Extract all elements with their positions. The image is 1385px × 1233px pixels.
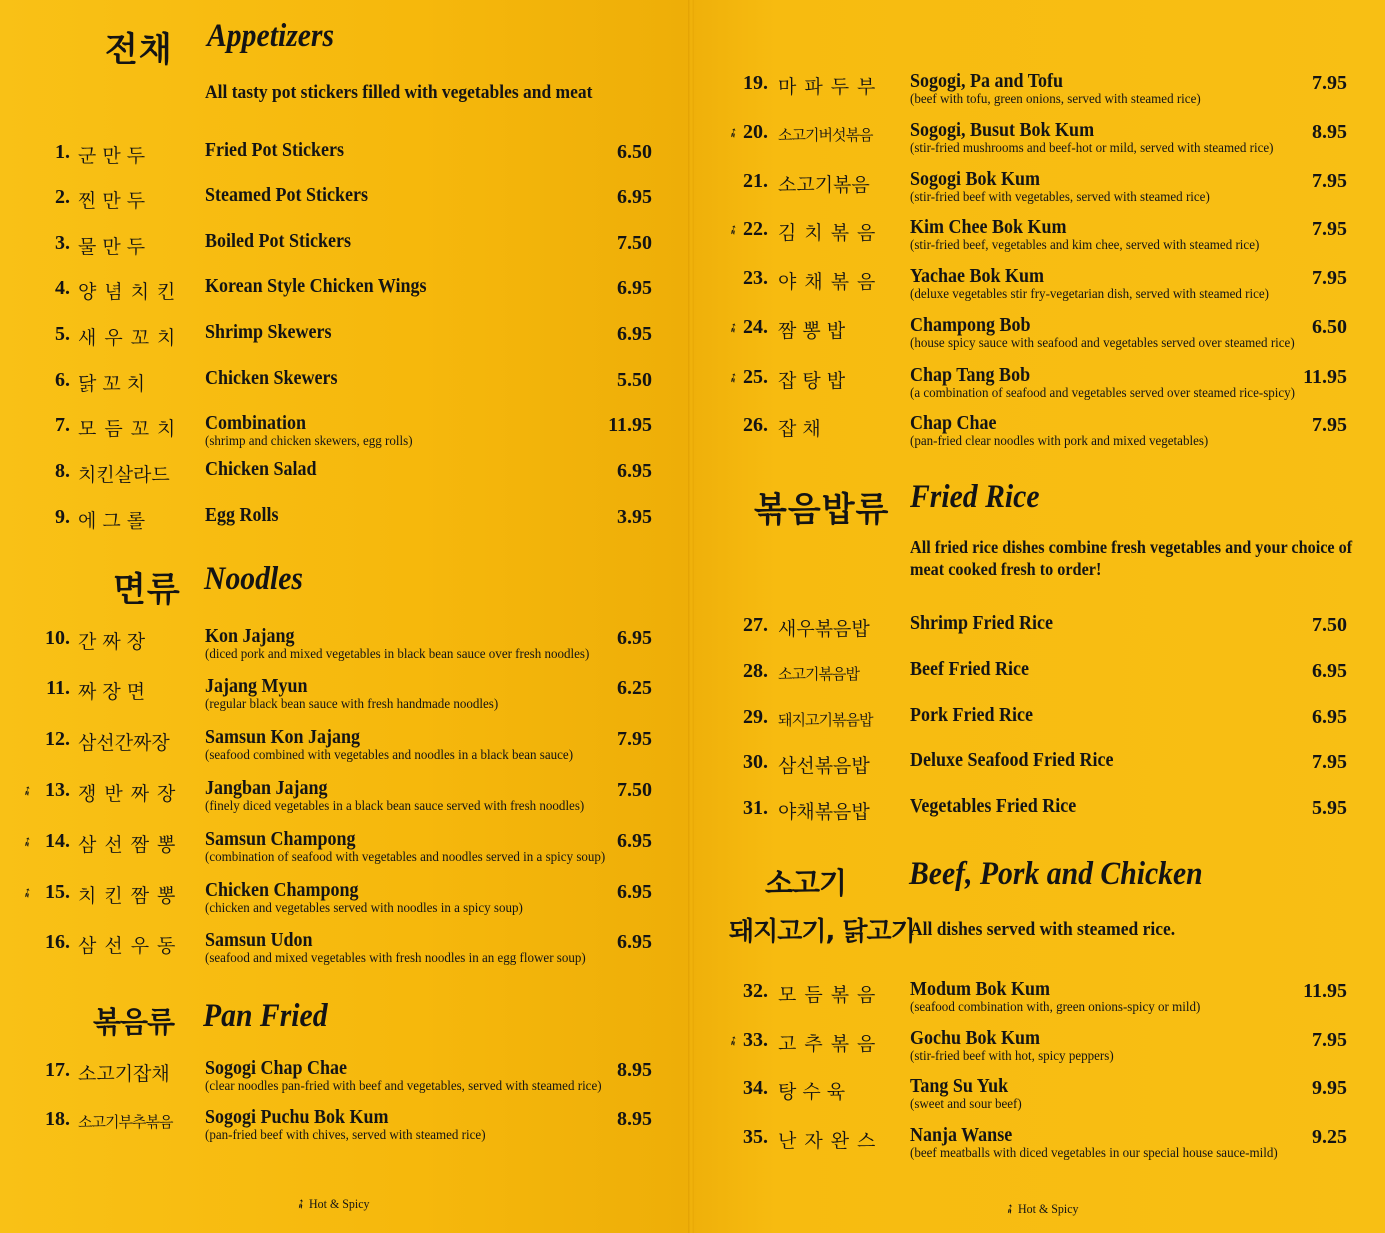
item-number: 33. [743, 1029, 768, 1051]
meats-description: All dishes served with steamed rice. [910, 919, 1176, 940]
item-korean-name: 물 만 두 [78, 236, 146, 258]
item-number: 28. [743, 660, 768, 682]
item-korean-name: 치킨살라드 [78, 464, 170, 486]
item-number: 9. [55, 506, 70, 528]
right-legend [1001, 1199, 1079, 1218]
item-price: 6.95 [1312, 706, 1347, 728]
item-description: (pan-fried beef with chives, served with steamed rice) [205, 1128, 486, 1143]
item-name: Yachae Bok Kum [910, 265, 1045, 287]
item-description: (stir-fried mushrooms and beef-hot or mild, served with steamed rice) [910, 141, 1274, 156]
item-price: 7.50 [617, 232, 652, 254]
item-korean-name: 치킨짬뽕 [78, 885, 184, 907]
noodles-heading: Noodles [204, 561, 303, 597]
item-number: 22. [743, 218, 768, 240]
item-number: 8. [55, 460, 70, 482]
item-number: 13. [45, 779, 70, 801]
item-name: Modum Bok Kum [910, 978, 1051, 1000]
item-description: (seafood and mixed vegetables with fresh noodles in an egg flower soup) [205, 951, 586, 966]
spicy-marker-icon: ➶ [724, 1031, 742, 1050]
item-korean-name: 삼선간짜장 [78, 732, 170, 754]
item-name: Jangban Jajang [205, 777, 328, 799]
friedrice-heading: Fried Rice [910, 479, 1040, 515]
item-number: 29. [743, 706, 768, 728]
item-korean-name: 소고기잡채 [78, 1063, 170, 1085]
item-description: (seafood combination with, green onions-spicy or mild) [910, 1000, 1201, 1015]
item-name: Shrimp Fried Rice [910, 612, 1053, 634]
item-price: 9.25 [1312, 1126, 1347, 1148]
item-korean-name: 탕 수 육 [778, 1081, 846, 1103]
item-korean-name: 난자완스 [778, 1130, 884, 1152]
spicy-marker-icon: ➶ [724, 220, 742, 239]
item-korean-name: 모듬볶음 [778, 984, 884, 1006]
item-number: 6. [55, 369, 70, 391]
item-price: 6.95 [617, 881, 652, 903]
item-price: 7.95 [1312, 218, 1347, 240]
item-price: 6.95 [617, 931, 652, 953]
item-korean-name: 삼선짬뽕 [78, 834, 184, 856]
item-description: (shrimp and chicken skewers, egg rolls) [205, 434, 413, 449]
item-description: (pan-fried clear noodles with pork and mixed vegetables) [910, 434, 1209, 449]
item-name: Beef Fried Rice [910, 658, 1029, 680]
item-number: 3. [55, 232, 70, 254]
item-korean-name: 마파두부 [778, 76, 884, 98]
item-number: 32. [743, 980, 768, 1002]
item-number: 30. [743, 751, 768, 773]
item-name: Sogogi Chap Chae [205, 1057, 348, 1079]
page-fold [688, 0, 694, 1233]
item-description: (regular black bean sauce with fresh handmade noodles) [205, 697, 499, 712]
item-name: Sogogi Bok Kum [910, 168, 1041, 190]
item-price: 11.95 [1303, 366, 1347, 388]
item-korean-name: 잡 탕 밥 [778, 370, 846, 392]
item-name: Chap Tang Bob [910, 364, 1031, 386]
item-korean-name: 쟁반짜장 [78, 783, 184, 805]
item-price: 6.50 [617, 141, 652, 163]
item-number: 10. [45, 627, 70, 649]
item-description: (chicken and vegetables served with noodles in a spicy soup) [205, 901, 523, 916]
item-description: (finely diced vegetables in a black bean sauce served with fresh noodles) [205, 799, 585, 814]
item-name: Sogogi, Busut Bok Kum [910, 119, 1095, 141]
item-price: 7.95 [1312, 751, 1347, 773]
item-number: 23. [743, 267, 768, 289]
meats-korean-heading-line2: 돼지고기, 닭고기 [729, 917, 915, 947]
item-number: 34. [743, 1077, 768, 1099]
item-korean-name: 삼선우동 [78, 935, 184, 957]
panfried-korean-heading: 볶음류 [93, 1005, 175, 1039]
item-description: (stir-fried beef with hot, spicy peppers) [910, 1049, 1114, 1064]
item-price: 7.50 [1312, 614, 1347, 636]
item-korean-name: 야채볶음밥 [778, 801, 870, 823]
friedrice-description-line2: meat cooked fresh to order! [910, 559, 1102, 579]
item-korean-name: 모듬꼬치 [78, 418, 184, 440]
item-price: 7.95 [1312, 267, 1347, 289]
item-price: 7.95 [617, 728, 652, 750]
item-price: 8.95 [617, 1108, 652, 1130]
item-number: 7. [55, 414, 70, 436]
legend-label: Hot & Spicy [309, 1196, 370, 1211]
item-name: Samsun Udon [205, 929, 313, 951]
item-name: Boiled Pot Stickers [205, 230, 351, 252]
legend-label: Hot & Spicy [1018, 1201, 1079, 1216]
item-description: (stir-fried beef with vegetables, served with steamed rice) [910, 190, 1210, 205]
item-price: 5.95 [1312, 797, 1347, 819]
item-name: Nanja Wanse [910, 1124, 1013, 1146]
item-korean-name: 야채볶음 [778, 271, 884, 293]
item-name: Chicken Champong [205, 879, 359, 901]
item-korean-name: 새우볶음밥 [778, 618, 870, 640]
item-number: 25. [743, 366, 768, 388]
item-number: 24. [743, 316, 768, 338]
item-korean-name: 소고기볶음밥 [778, 665, 859, 683]
item-name: Steamed Pot Stickers [205, 184, 368, 206]
item-price: 3.95 [617, 506, 652, 528]
item-name: Jajang Myun [205, 675, 308, 697]
appetizers-korean-heading: 전채 [105, 30, 173, 70]
left-legend [292, 1194, 370, 1213]
item-korean-name: 간 짜 장 [78, 631, 146, 653]
item-korean-name: 군 만 두 [78, 145, 146, 167]
item-price: 7.95 [1312, 72, 1347, 94]
spicy-marker-icon: ➶ [724, 368, 742, 387]
item-description: (sweet and sour beef) [910, 1097, 1022, 1112]
spicy-marker-icon: ➶ [18, 883, 36, 902]
item-number: 4. [55, 277, 70, 299]
item-korean-name: 짜 장 면 [78, 681, 146, 703]
item-name: Chap Chae [910, 412, 997, 434]
item-price: 7.50 [617, 779, 652, 801]
item-korean-name: 에 그 롤 [78, 510, 146, 532]
item-description: (stir-fried beef, vegetables and kim chee, served with steamed rice) [910, 238, 1260, 253]
item-description: (seafood combined with vegetables and noodles in a black bean sauce) [205, 748, 574, 763]
chili-pepper-icon: ➶ [292, 1194, 309, 1213]
item-korean-name: 소고기볶음 [778, 174, 870, 196]
item-korean-name: 김치볶음 [778, 222, 884, 244]
item-name: Samsun Champong [205, 828, 356, 850]
item-price: 6.95 [617, 186, 652, 208]
item-number: 20. [743, 121, 768, 143]
item-price: 6.95 [1312, 660, 1347, 682]
item-korean-name: 짬 뽕 밥 [778, 320, 846, 342]
item-name: Korean Style Chicken Wings [205, 275, 427, 297]
panfried-heading: Pan Fried [203, 998, 328, 1034]
item-number: 26. [743, 414, 768, 436]
item-name: Pork Fried Rice [910, 704, 1033, 726]
item-name: Sogogi Puchu Bok Kum [205, 1106, 389, 1128]
spicy-marker-icon: ➶ [18, 781, 36, 800]
item-korean-name: 양념치킨 [78, 281, 184, 303]
item-name: Shrimp Skewers [205, 321, 332, 343]
friedrice-description-line1: All fried rice dishes combine fresh vegetables and your choice of [910, 537, 1353, 557]
item-description: (beef with tofu, green onions, served with steamed rice) [910, 92, 1201, 107]
item-number: 17. [45, 1059, 70, 1081]
item-description: (clear noodles pan-fried with beef and vegetables, served with steamed rice) [205, 1079, 602, 1094]
meats-heading: Beef, Pork and Chicken [909, 856, 1203, 892]
item-description: (a combination of seafood and vegetables served over steamed rice-spicy) [910, 386, 1296, 401]
item-korean-name: 돼지고기볶음밥 [778, 711, 873, 729]
item-description: (house spicy sauce with seafood and vegetables served over steamed rice) [910, 336, 1295, 351]
item-price: 6.95 [617, 323, 652, 345]
item-price: 8.95 [1312, 121, 1347, 143]
item-price: 7.95 [1312, 1029, 1347, 1051]
item-korean-name: 닭 꼬 치 [78, 373, 146, 395]
item-price: 6.95 [617, 460, 652, 482]
item-description: (deluxe vegetables stir fry-vegetarian dish, served with steamed rice) [910, 287, 1269, 302]
item-korean-name: 소고기부추볶음 [78, 1113, 173, 1131]
item-price: 7.95 [1312, 414, 1347, 436]
meats-korean-heading-line1: 소고기 [765, 866, 847, 900]
item-korean-name: 찐 만 두 [78, 190, 146, 212]
item-price: 8.95 [617, 1059, 652, 1081]
item-description: (beef meatballs with diced vegetables in our special house sauce-mild) [910, 1146, 1278, 1161]
item-name: Kim Chee Bok Kum [910, 216, 1067, 238]
item-price: 6.95 [617, 627, 652, 649]
item-number: 5. [55, 323, 70, 345]
item-number: 19. [743, 72, 768, 94]
item-number: 1. [55, 141, 70, 163]
item-name: Gochu Bok Kum [910, 1027, 1041, 1049]
item-name: Vegetables Fried Rice [910, 795, 1077, 817]
item-name: Deluxe Seafood Fried Rice [910, 749, 1114, 771]
item-korean-name: 삼선볶음밥 [778, 755, 870, 777]
item-price: 7.95 [1312, 170, 1347, 192]
item-name: Kon Jajang [205, 625, 295, 647]
spicy-marker-icon: ➶ [18, 832, 36, 851]
item-price: 11.95 [1303, 980, 1347, 1002]
item-description: (combination of seafood with vegetables and noodles served in a spicy soup) [205, 850, 606, 865]
item-number: 21. [743, 170, 768, 192]
item-korean-name: 새우꼬치 [78, 327, 184, 349]
appetizers-description: All tasty pot stickers filled with vegetables and meat [205, 82, 593, 103]
item-price: 11.95 [608, 414, 652, 436]
item-name: Combination [205, 412, 307, 434]
item-korean-name: 고추볶음 [778, 1033, 884, 1055]
item-price: 6.25 [617, 677, 652, 699]
item-name: Chicken Salad [205, 458, 317, 480]
item-description: (diced pork and mixed vegetables in black bean sauce over fresh noodles) [205, 647, 590, 662]
item-name: Sogogi, Pa and Tofu [910, 70, 1064, 92]
item-korean-name: 잡 채 [778, 418, 821, 440]
item-number: 27. [743, 614, 768, 636]
item-price: 9.95 [1312, 1077, 1347, 1099]
item-number: 15. [45, 881, 70, 903]
item-number: 31. [743, 797, 768, 819]
spicy-marker-icon: ➶ [724, 318, 742, 337]
item-price: 6.50 [1312, 316, 1347, 338]
chili-pepper-icon: ➶ [1001, 1199, 1018, 1218]
item-price: 6.95 [617, 277, 652, 299]
item-number: 11. [46, 677, 70, 699]
item-korean-name: 소고기버섯볶음 [778, 126, 873, 144]
item-number: 14. [45, 830, 70, 852]
friedrice-korean-heading: 볶음밥류 [754, 490, 890, 530]
item-number: 18. [45, 1108, 70, 1130]
item-price: 5.50 [617, 369, 652, 391]
item-name: Samsun Kon Jajang [205, 726, 361, 748]
item-number: 35. [743, 1126, 768, 1148]
item-name: Tang Su Yuk [910, 1075, 1009, 1097]
spicy-marker-icon: ➶ [724, 123, 742, 142]
item-number: 12. [45, 728, 70, 750]
item-name: Fried Pot Stickers [205, 139, 344, 161]
item-number: 2. [55, 186, 70, 208]
item-name: Egg Rolls [205, 504, 279, 526]
appetizers-heading: Appetizers [207, 18, 335, 54]
noodles-korean-heading: 면류 [113, 570, 181, 610]
item-number: 16. [45, 931, 70, 953]
item-price: 6.95 [617, 830, 652, 852]
item-name: Champong Bob [910, 314, 1031, 336]
item-name: Chicken Skewers [205, 367, 338, 389]
